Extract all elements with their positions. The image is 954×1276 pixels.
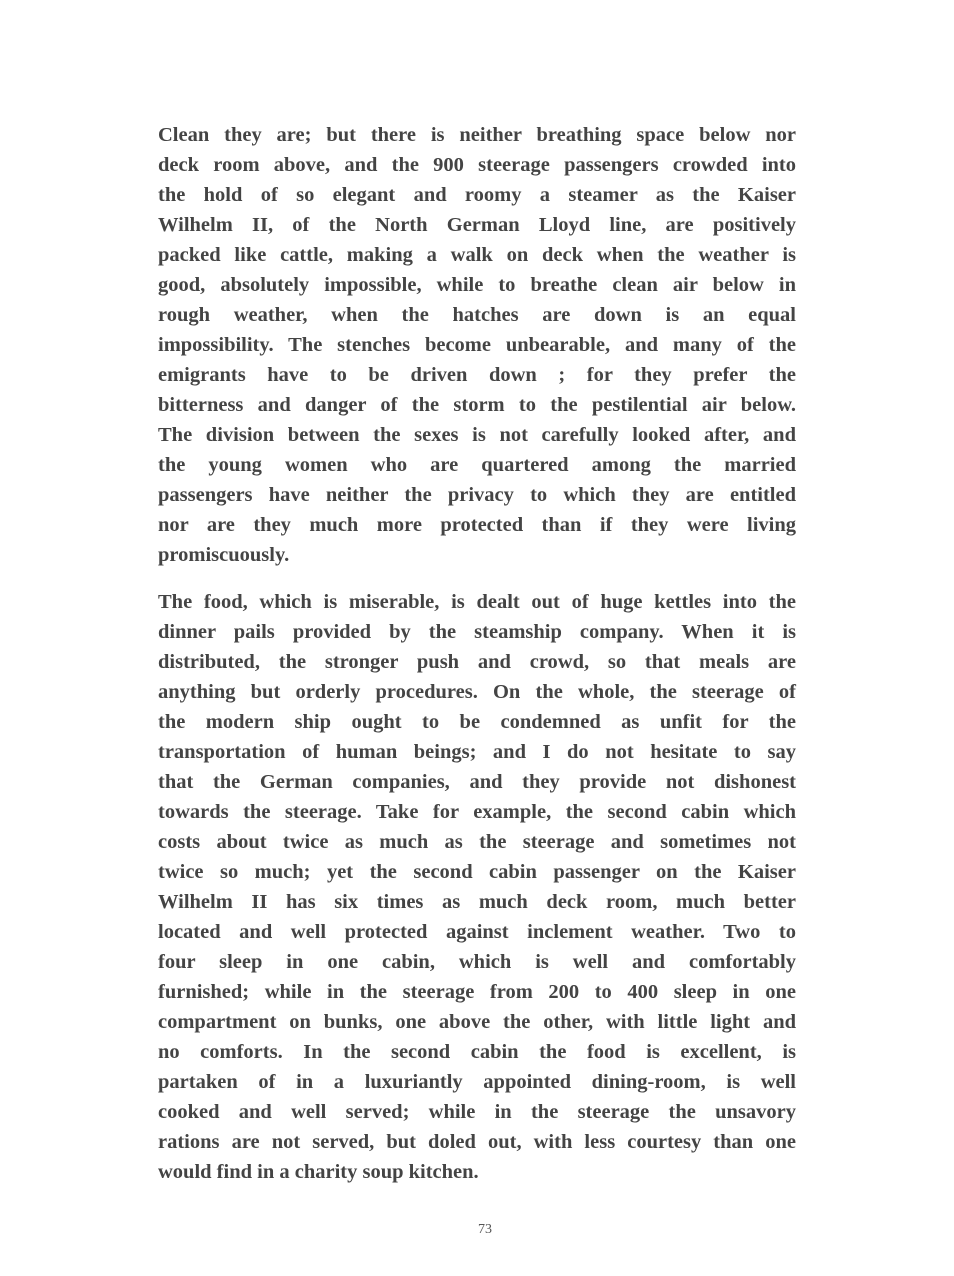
- text-line: the hold of so elegant and roomy a steamer as the Kaiser: [158, 184, 796, 206]
- text-line: impossibility. The stenches become unbearable, and many of the: [158, 334, 796, 356]
- text-line: twice so much; yet the second cabin passenger on the Kaiser: [158, 861, 796, 883]
- paragraph: [158, 120, 796, 570]
- text-line: located and well protected against inclement weather. Two to: [158, 921, 796, 943]
- text-line: bitterness and danger of the storm to the pestilential air below.: [158, 394, 796, 416]
- text-line: anything but orderly procedures. On the whole, the steerage of: [158, 681, 796, 703]
- text-line: The food, which is miserable, is dealt out of huge kettles into the: [158, 591, 796, 613]
- text-line: no comforts. In the second cabin the food is excellent, is: [158, 1041, 796, 1063]
- text-line: compartment on bunks, one above the other, with little light and: [158, 1011, 796, 1033]
- text-line: rations are not served, but doled out, with less courtesy than one: [158, 1131, 796, 1153]
- text-line: distributed, the stronger push and crowd, so that meals are: [158, 651, 796, 673]
- text-line: emigrants have to be driven down ; for they prefer the: [158, 364, 796, 386]
- text-line: that the German companies, and they provide not dishonest: [158, 771, 796, 793]
- text-line: partaken of in a luxuriantly appointed dining-room, is well: [158, 1071, 796, 1093]
- text-line: promiscuously.: [158, 544, 290, 566]
- text-line: packed like cattle, making a walk on deck when the weather is: [158, 244, 796, 266]
- text-line: the young women who are quartered among the married: [158, 454, 796, 476]
- text-line: good, absolutely impossible, while to breathe clean air below in: [158, 274, 796, 296]
- text-line: Clean they are; but there is neither breathing space below nor: [158, 124, 796, 146]
- body-text: [158, 120, 796, 1204]
- text-line: Wilhelm II, of the North German Lloyd line, are positively: [158, 214, 796, 236]
- text-line: furnished; while in the steerage from 200 to 400 sleep in one: [158, 981, 796, 1003]
- text-line: costs about twice as much as the steerage and sometimes not: [158, 831, 796, 853]
- text-line: passengers have neither the privacy to which they are entitled: [158, 484, 796, 506]
- text-line: four sleep in one cabin, which is well and comfortably: [158, 951, 796, 973]
- text-line: deck room above, and the 900 steerage passengers crowded into: [158, 154, 796, 176]
- text-line: towards the steerage. Take for example, the second cabin which: [158, 801, 796, 823]
- text-line: rough weather, when the hatches are down is an equal: [158, 304, 796, 326]
- text-line: would find in a charity soup kitchen.: [158, 1161, 479, 1183]
- paragraph: [158, 587, 796, 1187]
- text-line: the modern ship ought to be condemned as unfit for the: [158, 711, 796, 733]
- text-line: cooked and well served; while in the steerage the unsavory: [158, 1101, 796, 1123]
- text-line: The division between the sexes is not carefully looked after, and: [158, 424, 796, 446]
- text-line: nor are they much more protected than if they were living: [158, 514, 796, 536]
- text-line: transportation of human beings; and I do not hesitate to say: [158, 741, 796, 763]
- text-line: Wilhelm II has six times as much deck room, much better: [158, 891, 796, 913]
- page-number: 73: [478, 1222, 492, 1237]
- text-line: dinner pails provided by the steamship company. When it is: [158, 621, 796, 643]
